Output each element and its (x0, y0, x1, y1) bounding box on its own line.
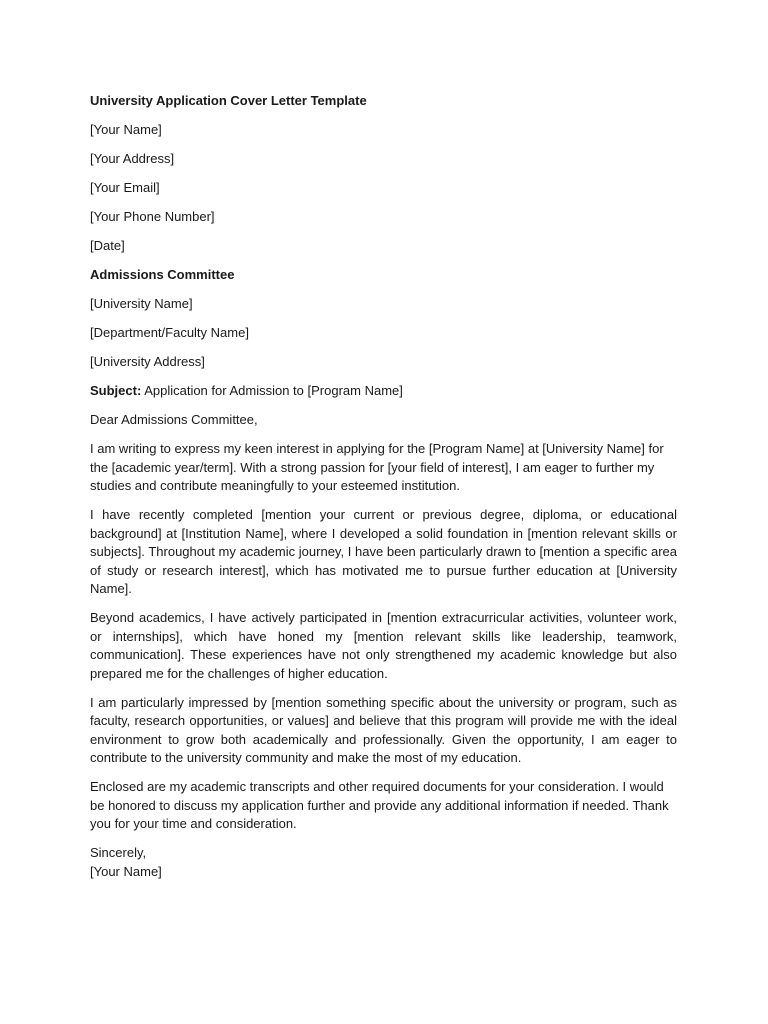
letter-page (90, 92, 677, 881)
letter-date: [Date] (90, 238, 125, 253)
body-paragraph-enclosure: Enclosed are my academic transcripts and other required documents for your consideration. I would be honored to discuss my application further and provide any additional information if needed. Thank you for your time and consideration. (90, 779, 669, 831)
recipient-university: [University Name] (90, 296, 193, 311)
letter-title: University Application Cover Letter Template (90, 93, 367, 108)
recipient-address: [University Address] (90, 354, 205, 369)
sender-name: [Your Name] (90, 122, 162, 137)
sender-email: [Your Email] (90, 180, 160, 195)
sender-phone: [Your Phone Number] (90, 209, 215, 224)
sender-address: [Your Address] (90, 151, 175, 166)
recipient-department: [Department/Faculty Name] (90, 325, 249, 340)
body-paragraph-extracurricular: Beyond academics, I have actively participated in [mention extracurricular activities, volunteer work, or internships], which have honed my [mention relevant skills like leadership, teamwork, communication]. These experiences have not only strengthened my academic knowledge but also prepared me for the challenges of higher education. (90, 610, 677, 681)
signature-name: [Your Name] (90, 863, 162, 879)
body-paragraph-intro: I am writing to express my keen interest in applying for the [Program Name] at [University Name] for the [academic year/term]. With a strong passion for [your field of interest], I am eager to further my studies and contribute meaningfully to your esteemed institution. (90, 441, 664, 493)
recipient-committee: Admissions Committee (90, 267, 235, 282)
subject-text: Application for Admission to [Program Name] (141, 383, 403, 398)
closing: Sincerely, (90, 845, 147, 860)
body-paragraph-motivation: I am particularly impressed by [mention something specific about the university or program, such as faculty, research opportunities, or values] and believe that this program will provide me with the ideal environment to grow both academically and professionally. Given the opportunity, I am eager to contribute to the university community and make the most of my education. (90, 694, 677, 765)
subject-line (90, 382, 677, 401)
salutation: Dear Admissions Committee, (90, 412, 258, 427)
body-paragraph-background: I have recently completed [mention your current or previous degree, diploma, or educational background] at [Institution Name], where I developed a solid foundation in [mention relevant skills or subjects]. Throughout my academic journey, I have been particularly drawn to [mention a specific area of study or research interest], which has motivated me to pursue further education at [University Name]. (90, 507, 677, 596)
subject-label: Subject: (90, 383, 142, 398)
